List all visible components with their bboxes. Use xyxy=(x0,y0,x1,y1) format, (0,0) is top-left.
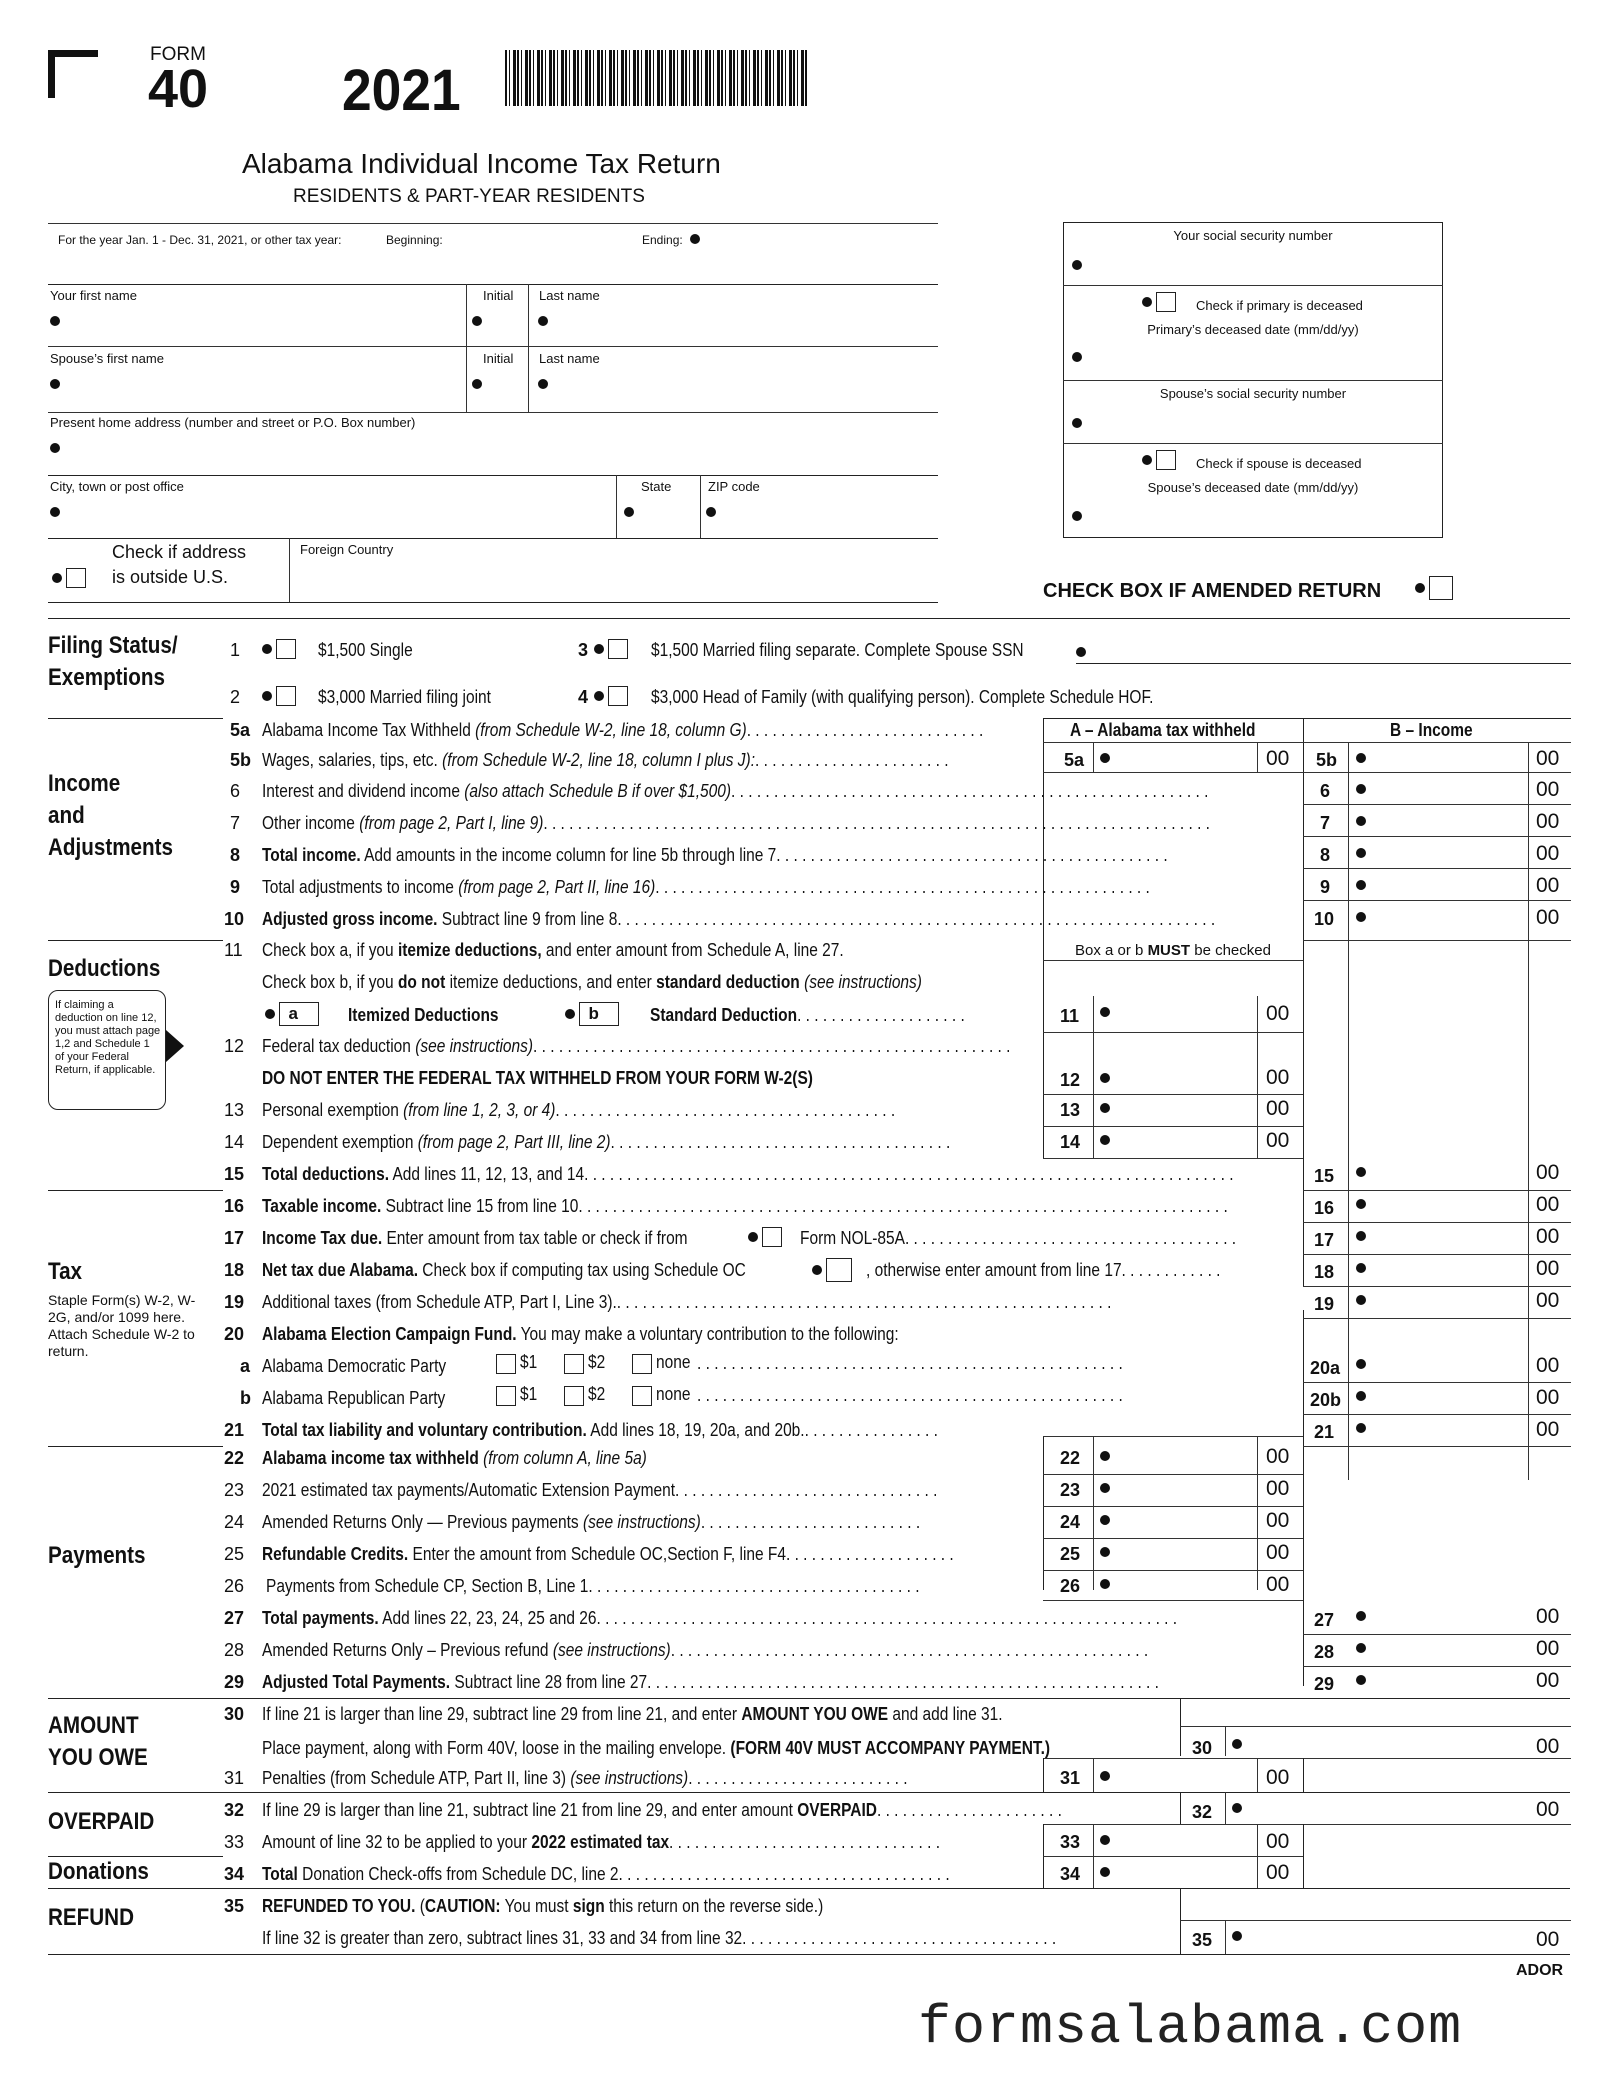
column-b-header: B – Income xyxy=(1390,720,1473,740)
line-33-text: Amount of line 32 to be applied to your 2022 estimated tax. . . xyxy=(262,1832,944,1853)
line-17-text: Income Tax due. Enter amount from tax table or check if from xyxy=(262,1228,688,1248)
beginning-input[interactable] xyxy=(452,228,632,250)
line-8-box-num: 8 xyxy=(1320,845,1331,865)
amended-label: CHECK BOX IF AMENDED RETURN xyxy=(1043,580,1382,602)
spouse-deceased-checkbox[interactable] xyxy=(1142,450,1176,470)
city-label: City, town or post office xyxy=(50,479,184,494)
line-11-box-num: 11 xyxy=(1060,1006,1080,1026)
fs-mfj-checkbox[interactable] xyxy=(262,686,296,706)
payments-heading: Payments xyxy=(48,1542,146,1569)
line-12-box-num: 12 xyxy=(1060,1070,1081,1090)
beginning-label: Beginning: xyxy=(386,233,443,247)
spouse-initial-label: Initial xyxy=(483,351,514,366)
line-5b-cents: 00 xyxy=(1536,747,1560,770)
filing-status-heading-1: Filing Status/ xyxy=(48,632,178,659)
line-7-num: 7 xyxy=(230,813,241,833)
deductions-heading: Deductions xyxy=(48,955,161,982)
line-18-box-num: 18 xyxy=(1314,1262,1335,1282)
line-34-text: Total Donation Check-offs from Schedule DC, line 2. . . xyxy=(262,1864,954,1885)
line-14-num: 14 xyxy=(224,1132,245,1152)
standard-label: Standard Deduction. . . xyxy=(650,1005,969,1026)
line-18-text-2: , otherwise enter amount from line 17. . . xyxy=(866,1260,1225,1281)
ending-label: Ending: xyxy=(642,233,683,247)
line-9-text: Total adjustments to income (from page 2, Part II, line 16). . . xyxy=(262,877,1154,898)
line-31-num: 31 xyxy=(224,1768,245,1788)
line-24-box-num: 24 xyxy=(1060,1512,1081,1532)
line-9-amount[interactable] xyxy=(1356,873,1524,897)
line-25-cents: 00 xyxy=(1266,1541,1290,1564)
line-33-cents: 00 xyxy=(1266,1830,1290,1853)
primary-deceased-date-input[interactable] xyxy=(1072,343,1432,371)
line-35-box-num: 35 xyxy=(1192,1930,1213,1950)
line-19-amount[interactable] xyxy=(1356,1288,1524,1312)
line-18-text: Net tax due Alabama. Check box if computing tax using Schedule OC xyxy=(262,1260,746,1280)
line-32-cents: 00 xyxy=(1536,1798,1560,1821)
primary-deceased-date-label: Primary’s deceased date (mm/dd/yy) xyxy=(1147,322,1359,337)
line-22-text: Alabama income tax withheld (from column A, line 5a) xyxy=(262,1448,647,1468)
line-28-num: 28 xyxy=(224,1640,245,1660)
line-21-num: 21 xyxy=(224,1420,245,1440)
fs-spouse-ssn-input[interactable] xyxy=(1076,641,1571,664)
line-23-amount[interactable] xyxy=(1100,1476,1250,1500)
line-30-text-2: Place payment, along with Form 40V, loose in the mailing envelope. (FORM 40V MUST ACCOMPANY PAYMENT.) xyxy=(262,1738,1051,1758)
foreign-country-input[interactable] xyxy=(296,560,932,596)
initial-input[interactable] xyxy=(472,306,522,336)
line-28-amount[interactable] xyxy=(1356,1636,1524,1660)
line-19-num: 19 xyxy=(224,1292,245,1312)
line-27-box-num: 27 xyxy=(1314,1610,1335,1630)
line-20a-letter: a xyxy=(240,1356,251,1376)
primary-deceased-label: Check if primary is deceased xyxy=(1196,298,1363,313)
line-32-box-num: 32 xyxy=(1192,1802,1213,1822)
line-14-amount[interactable] xyxy=(1100,1128,1250,1152)
line-6-cents: 00 xyxy=(1536,778,1560,801)
line-20b-none-checkbox[interactable]: none. . . xyxy=(632,1384,1197,1406)
line-12-text: Federal tax deduction (see instructions). . . xyxy=(262,1036,1015,1057)
form-number: 40 xyxy=(148,59,209,119)
line-8-amount[interactable] xyxy=(1356,841,1524,865)
line-8-num: 8 xyxy=(230,845,241,865)
fs-hof-label: $3,000 Head of Family (with qualifying person). Complete Schedule HOF. xyxy=(651,687,1154,707)
line-25-num: 25 xyxy=(224,1544,245,1564)
your-ssn-label: Your social security number xyxy=(1173,228,1333,243)
outside-us-checkbox[interactable] xyxy=(52,568,86,588)
must-check-note: Box a or b MUST be checked xyxy=(1075,942,1271,959)
line-22-amount[interactable] xyxy=(1100,1444,1250,1468)
refund-heading: REFUND xyxy=(48,1904,134,1931)
line-35-text-2: If line 32 is greater than zero, subtract lines 31, 33 and 34 from line 32. . . xyxy=(262,1928,1060,1949)
donations-heading: Donations xyxy=(48,1858,149,1885)
line-8-text: Total income. Add amounts in the income column for line 5b through line 7. . . xyxy=(262,845,1172,866)
fs-mfs-checkbox[interactable] xyxy=(594,639,628,659)
line-20a-2-checkbox[interactable]: $2 xyxy=(564,1352,608,1374)
spouse-ssn-input[interactable] xyxy=(1072,408,1432,438)
line-28-box-num: 28 xyxy=(1314,1642,1335,1662)
line-21-box-num: 21 xyxy=(1314,1422,1335,1442)
line-20-text: Alabama Election Campaign Fund. You may make a voluntary contribution to the following: xyxy=(262,1324,899,1344)
line-20a-cents: 00 xyxy=(1536,1354,1560,1377)
spouse-first-name-input[interactable] xyxy=(50,369,460,399)
line-21-cents: 00 xyxy=(1536,1418,1560,1441)
line-26-box-num: 26 xyxy=(1060,1576,1081,1596)
line-17-cents: 00 xyxy=(1536,1225,1560,1248)
tax-year-label: For the year Jan. 1 - Dec. 31, 2021, or other tax year: xyxy=(58,233,342,247)
line-14-box-num: 14 xyxy=(1060,1132,1081,1152)
line-26-amount[interactable] xyxy=(1100,1572,1250,1596)
line-26-text: Payments from Schedule CP, Section B, Line 1. . . xyxy=(266,1576,924,1597)
line-15-cents: 00 xyxy=(1536,1161,1560,1184)
last-name-input[interactable] xyxy=(538,306,933,336)
outside-us-label-2: is outside U.S. xyxy=(112,567,229,587)
line-11-cents: 00 xyxy=(1266,1002,1290,1025)
line-17-num: 17 xyxy=(224,1228,245,1248)
line-11-amount[interactable] xyxy=(1100,1000,1250,1024)
line-17-amount[interactable] xyxy=(1356,1224,1524,1248)
line-27-text: Total payments. Add lines 22, 23, 24, 25 and 26. . . xyxy=(262,1608,1181,1629)
line-29-num: 29 xyxy=(224,1672,245,1692)
line-29-cents: 00 xyxy=(1536,1669,1560,1692)
line-24-cents: 00 xyxy=(1266,1509,1290,1532)
nol-label: Form NOL-85A. . . xyxy=(800,1228,1240,1249)
ador-label: ADOR xyxy=(1516,1962,1564,1979)
itemized-label: Itemized Deductions xyxy=(348,1005,499,1025)
spouse-deceased-label: Check if spouse is deceased xyxy=(1196,456,1362,471)
line-30-amount[interactable] xyxy=(1232,1732,1522,1756)
line-34-amount[interactable] xyxy=(1100,1860,1250,1884)
line-24-num: 24 xyxy=(224,1512,245,1532)
state-label: State xyxy=(641,479,672,494)
filing-status-heading-2: Exemptions xyxy=(48,664,165,691)
line-31-text: Penalties (from Schedule ATP, Part II, line 3) (see instructions). . . xyxy=(262,1768,912,1789)
tax-heading: Tax xyxy=(48,1258,83,1285)
line-33-num: 33 xyxy=(224,1832,245,1852)
spouse-deceased-date-label: Spouse’s deceased date (mm/dd/yy) xyxy=(1147,480,1359,495)
line-35-num: 35 xyxy=(224,1896,245,1916)
line-20b-text: Alabama Republican Party xyxy=(262,1388,446,1408)
income-heading-3: Adjustments xyxy=(48,834,174,861)
line-33-amount[interactable] xyxy=(1100,1828,1250,1852)
line-15-num: 15 xyxy=(224,1164,245,1184)
line-22-box-num: 22 xyxy=(1060,1448,1081,1468)
line-22-cents: 00 xyxy=(1266,1445,1290,1468)
line-34-num: 34 xyxy=(224,1864,245,1884)
line-18-amount[interactable] xyxy=(1356,1256,1524,1280)
line-7-box-num: 7 xyxy=(1320,813,1331,833)
line-30-num: 30 xyxy=(224,1704,245,1724)
spouse-initial-input[interactable] xyxy=(472,369,522,399)
line-11-num: 11 xyxy=(224,940,243,960)
form-title: Alabama Individual Income Tax Return xyxy=(242,148,721,179)
spouse-last-name-input[interactable] xyxy=(538,369,933,399)
line-26-cents: 00 xyxy=(1266,1573,1290,1596)
fs-2-num: 2 xyxy=(230,687,241,707)
itemized-checkbox[interactable]: a xyxy=(265,1002,319,1026)
line-5b-text: Wages, salaries, tips, etc. (from Schedule W-2, line 18, column I plus J):. . . xyxy=(262,750,953,771)
line-11-text-a: Check box a, if you itemize deductions, and enter amount from Schedule A, line 27. xyxy=(262,940,844,960)
amount-owe-heading-1: AMOUNT xyxy=(48,1712,139,1739)
line-5b-num: 5b xyxy=(230,750,252,770)
line-12-amount[interactable] xyxy=(1100,1066,1250,1090)
line-20a-box-num: 20a xyxy=(1310,1358,1341,1378)
fs-3-num: 3 xyxy=(578,640,589,660)
line-18-num: 18 xyxy=(224,1260,245,1280)
line-19-box-num: 19 xyxy=(1314,1294,1335,1314)
line-19-text: Additional taxes (from Schedule ATP, Part I, Line 3).. . . xyxy=(262,1292,1116,1313)
line-31-cents: 00 xyxy=(1266,1766,1290,1789)
line-20b-letter: b xyxy=(240,1388,251,1408)
line-16-box-num: 16 xyxy=(1314,1198,1335,1218)
line-13-text: Personal exemption (from line 1, 2, 3, or 4). . . xyxy=(262,1100,899,1121)
line-5a-text: Alabama Income Tax Withheld (from Schedule W-2, line 18, column G). . . xyxy=(262,720,988,741)
address-input[interactable] xyxy=(50,433,930,463)
line-18-cents: 00 xyxy=(1536,1257,1560,1280)
line-28-text: Amended Returns Only – Previous refund (see instructions). . . xyxy=(262,1640,1152,1661)
line-20a-1-checkbox[interactable]: $1 xyxy=(496,1352,540,1374)
line-14-cents: 00 xyxy=(1266,1129,1290,1152)
income-heading-1: Income xyxy=(48,770,121,797)
deductions-arrow xyxy=(166,1030,184,1062)
line-32-text: If line 29 is larger than line 21, subtract line 21 from line 29, and enter amount OVERPAID. . . xyxy=(262,1800,1066,1821)
line-8-cents: 00 xyxy=(1536,842,1560,865)
line-5a-cents: 00 xyxy=(1266,747,1290,770)
column-a-header: A – Alabama tax withheld xyxy=(1070,720,1256,740)
initial-label: Initial xyxy=(483,288,514,303)
line-11-text-b: Check box b, if you do not itemize deductions, and enter standard deduction (see instructions) xyxy=(262,972,922,992)
fs-mfj-label: $3,000 Married filing joint xyxy=(318,687,491,707)
line-20b-cents: 00 xyxy=(1536,1386,1560,1409)
line-28-cents: 00 xyxy=(1536,1637,1560,1660)
line-10-text: Adjusted gross income. Subtract line 9 from line 8. . . xyxy=(262,909,1219,930)
line-20b-2-checkbox[interactable]: $2 xyxy=(564,1384,608,1406)
line-27-num: 27 xyxy=(224,1608,245,1628)
line-9-box-num: 9 xyxy=(1320,877,1331,897)
line-5b-box-num: 5b xyxy=(1316,750,1338,770)
zip-input[interactable] xyxy=(706,497,931,527)
line-25-amount[interactable] xyxy=(1100,1540,1250,1564)
line-6-num: 6 xyxy=(230,781,241,801)
line-5a-amount[interactable] xyxy=(1100,746,1250,770)
line-29-amount[interactable] xyxy=(1356,1668,1524,1692)
form-label: FORM xyxy=(150,44,206,65)
fs-single-label: $1,500 Single xyxy=(318,640,413,660)
fs-1-num: 1 xyxy=(230,640,241,660)
line-33-box-num: 33 xyxy=(1060,1832,1081,1852)
line-12-warning: DO NOT ENTER THE FEDERAL TAX WITHHELD FROM YOUR FORM W-2(S) xyxy=(262,1068,813,1088)
amount-owe-heading-2: YOU OWE xyxy=(48,1744,148,1771)
line-27-cents: 00 xyxy=(1536,1605,1560,1628)
state-input[interactable] xyxy=(624,497,696,527)
line-6-box-num: 6 xyxy=(1320,781,1331,801)
city-input[interactable] xyxy=(50,497,610,527)
line-6-text: Interest and dividend income (also attach Schedule B if over $1,500). . . xyxy=(262,781,1213,802)
zip-label: ZIP code xyxy=(708,479,760,494)
line-23-cents: 00 xyxy=(1266,1477,1290,1500)
spouse-ssn-label: Spouse’s social security number xyxy=(1159,386,1347,401)
line-31-amount[interactable] xyxy=(1100,1764,1250,1788)
primary-deceased-checkbox[interactable] xyxy=(1142,292,1176,312)
fs-mfs-label: $1,500 Married filing separate. Complete Spouse SSN xyxy=(651,640,1024,660)
watermark: formsalabama.com xyxy=(918,1996,1463,2059)
line-30-text-1: If line 21 is larger than line 29, subtract line 29 from line 21, and enter AMOUNT YOU OWE and add line 31. xyxy=(262,1704,1003,1724)
line-16-cents: 00 xyxy=(1536,1193,1560,1216)
line-7-text: Other income (from page 2, Part I, line 9). . . xyxy=(262,813,1214,834)
line-35-cents: 00 xyxy=(1536,1928,1560,1951)
line-34-box-num: 34 xyxy=(1060,1864,1081,1884)
fs-4-num: 4 xyxy=(578,687,589,707)
address-label: Present home address (number and street or P.O. Box number) xyxy=(50,415,416,430)
overpaid-heading: OVERPAID xyxy=(48,1808,155,1835)
spouse-first-name-label: Spouse’s first name xyxy=(50,351,164,366)
line-23-text: 2021 estimated tax payments/Automatic Extension Payment. . . xyxy=(262,1480,942,1501)
line-20-num: 20 xyxy=(224,1324,245,1344)
line-10-cents: 00 xyxy=(1536,906,1560,929)
line-5a-box-num: 5a xyxy=(1064,750,1085,770)
foreign-country-label: Foreign Country xyxy=(300,542,394,557)
ending-input[interactable] xyxy=(690,228,930,250)
line-15-amount[interactable] xyxy=(1356,1160,1524,1184)
line-15-text: Total deductions. Add lines 11, 12, 13, and 14. . . xyxy=(262,1164,1238,1185)
tax-note: Staple Form(s) W-2, W-2G, and/or 1099 here. Attach Schedule W-2 to return. xyxy=(48,1292,196,1360)
line-12-num: 12 xyxy=(224,1036,245,1056)
schedule-oc-checkbox[interactable] xyxy=(812,1258,852,1282)
line-21-amount[interactable] xyxy=(1356,1416,1524,1440)
line-9-cents: 00 xyxy=(1536,874,1560,897)
income-heading-2: and xyxy=(48,802,85,829)
line-23-box-num: 23 xyxy=(1060,1480,1081,1500)
line-14-text: Dependent exemption (from page 2, Part III, line 2). . . xyxy=(262,1132,955,1153)
line-10-box-num: 10 xyxy=(1314,909,1335,929)
first-name-label: Your first name xyxy=(50,288,137,303)
tax-year: 2021 xyxy=(342,58,461,123)
line-22-num: 22 xyxy=(224,1448,245,1468)
line-25-box-num: 25 xyxy=(1060,1544,1081,1564)
line-16-num: 16 xyxy=(224,1196,245,1216)
first-name-input[interactable] xyxy=(50,306,460,336)
corner-mark xyxy=(48,50,98,98)
line-10-amount[interactable] xyxy=(1356,905,1524,929)
line-13-num: 13 xyxy=(224,1100,245,1120)
barcode xyxy=(505,50,809,106)
line-35-text-1: REFUNDED TO YOU. (CAUTION: You must sign this return on the reverse side.) xyxy=(262,1896,824,1916)
line-32-num: 32 xyxy=(224,1800,245,1820)
line-21-text: Total tax liability and voluntary contribution. Add lines 18, 19, 20a, and 20b.. . . xyxy=(262,1420,942,1441)
line-13-box-num: 13 xyxy=(1060,1100,1081,1120)
line-5b-amount[interactable] xyxy=(1356,746,1524,770)
spouse-deceased-date-input[interactable] xyxy=(1072,501,1432,531)
line-29-box-num: 29 xyxy=(1314,1674,1335,1694)
line-15-box-num: 15 xyxy=(1314,1166,1335,1186)
line-20b-box-num: 20b xyxy=(1310,1390,1342,1410)
line-16-amount[interactable] xyxy=(1356,1192,1524,1216)
fs-single-checkbox[interactable] xyxy=(262,639,296,659)
line-30-box-num: 30 xyxy=(1192,1738,1213,1758)
line-10-num: 10 xyxy=(224,909,245,929)
line-20b-1-checkbox[interactable]: $1 xyxy=(496,1384,540,1406)
line-20a-amount[interactable] xyxy=(1356,1352,1524,1376)
line-13-cents: 00 xyxy=(1266,1097,1290,1120)
line-31-box-num: 31 xyxy=(1060,1768,1081,1788)
line-6-amount[interactable] xyxy=(1356,777,1524,801)
line-7-cents: 00 xyxy=(1536,810,1560,833)
line-12-cents: 00 xyxy=(1266,1066,1290,1089)
last-name-label: Last name xyxy=(539,288,600,303)
line-20b-amount[interactable] xyxy=(1356,1384,1524,1408)
line-32-amount[interactable] xyxy=(1232,1796,1522,1820)
outside-us-label-1: Check if address xyxy=(112,542,247,562)
amended-checkbox[interactable] xyxy=(1415,576,1453,600)
line-5a-num: 5a xyxy=(230,720,251,740)
line-34-cents: 00 xyxy=(1266,1861,1290,1884)
line-7-amount[interactable] xyxy=(1356,809,1524,833)
line-23-num: 23 xyxy=(224,1480,245,1500)
line-17-box-num: 17 xyxy=(1314,1230,1335,1250)
line-26-num: 26 xyxy=(224,1576,245,1596)
line-20a-text: Alabama Democratic Party xyxy=(262,1356,447,1376)
line-19-cents: 00 xyxy=(1536,1289,1560,1312)
your-ssn-input[interactable] xyxy=(1072,250,1432,280)
spouse-last-name-label: Last name xyxy=(539,351,600,366)
standard-checkbox[interactable]: b xyxy=(565,1002,619,1026)
fs-hof-checkbox[interactable] xyxy=(594,686,628,706)
line-27-amount[interactable] xyxy=(1356,1604,1524,1628)
line-24-amount[interactable] xyxy=(1100,1508,1250,1532)
line-30-cents: 00 xyxy=(1536,1735,1560,1758)
deductions-note: If claiming a deduction on line 12, you must attach page 1,2 and Schedule 1 of your Federal Return, if applicable. xyxy=(48,990,166,1110)
line-25-text: Refundable Credits. Enter the amount from Schedule OC,Section F, line F4. . . xyxy=(262,1544,958,1565)
line-13-amount[interactable] xyxy=(1100,1096,1250,1120)
line-29-text: Adjusted Total Payments. Subtract line 28 from line 27. . . xyxy=(262,1672,1163,1693)
line-20a-none-checkbox[interactable]: none. . . xyxy=(632,1352,1197,1374)
line-35-amount[interactable] xyxy=(1232,1924,1522,1948)
nol-checkbox[interactable] xyxy=(748,1227,782,1247)
line-24-text: Amended Returns Only — Previous payments (see instructions). . . xyxy=(262,1512,924,1533)
line-16-text: Taxable income. Subtract line 15 from line 10. . . xyxy=(262,1196,1232,1217)
line-9-num: 9 xyxy=(230,877,241,897)
form-subtitle: RESIDENTS & PART-YEAR RESIDENTS xyxy=(293,186,645,207)
